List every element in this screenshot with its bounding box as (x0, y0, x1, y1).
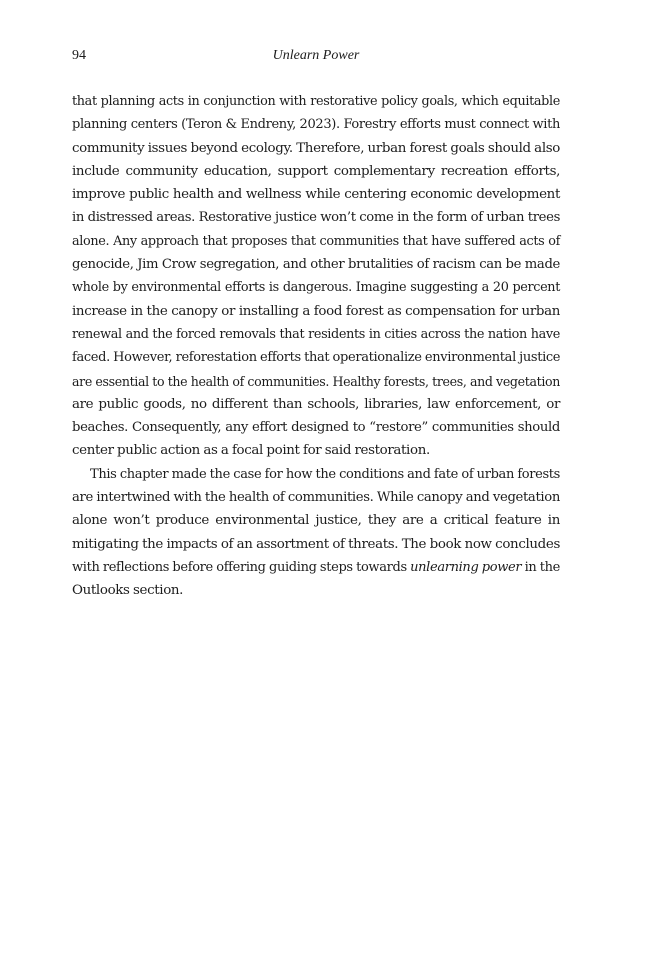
page-number: 94 (72, 48, 86, 63)
text-line (72, 556, 560, 579)
paragraph-1 (72, 90, 560, 463)
paragraph-2 (72, 463, 560, 603)
text-fragment: with reflections before offering guiding steps towards (72, 559, 407, 575)
text-fragment: in the (524, 559, 560, 575)
text-line: are essential to the health of communities. Healthy forests, trees, and vegetation (72, 373, 560, 389)
text-line: alone won’t produce environmental justice, they are a critical feature in (72, 513, 560, 529)
running-head (72, 46, 560, 66)
text-line: whole by environmental efforts is dangerous. Imagine suggesting a 20 percent (72, 280, 560, 296)
running-head-title: Unlearn Power (272, 48, 360, 63)
text-line: genocide, Jim Crow segregation, and other brutalities of racism can be made (72, 257, 560, 273)
text-line: in distressed areas. Restorative justice won’t come in the form of urban trees (72, 210, 560, 226)
text-line: beaches. Consequently, any effort designed to “restore” communities should (72, 420, 560, 436)
text-line: improve public health and wellness while centering economic development (72, 187, 560, 203)
text-line: faced. However, reforestation efforts that operationalize environmental justice (72, 350, 561, 366)
text-line: that planning acts in conjunction with restorative policy goals, which equitable (72, 94, 560, 109)
text-line: renewal and the forced removals that residents in cities across the nation have (72, 326, 560, 342)
text-line: are public goods, no different than schools, libraries, law enforcement, or (72, 396, 560, 412)
text-line: increase in the canopy or installing a food forest as compensation for urban (72, 303, 560, 319)
text-line: Outlooks section. (72, 583, 184, 599)
text-line: center public action as a focal point for said restoration. (72, 443, 430, 459)
text-line: planning centers (Teron & Endreny, 2023). Forestry efforts must connect with (72, 117, 560, 133)
text-line: alone. Any approach that proposes that communities that have suffered acts of (72, 233, 560, 249)
text-line: community issues beyond ecology. Therefore, urban forest goals should also (72, 140, 560, 156)
text-line: are intertwined with the health of communities. While canopy and vegetation (72, 490, 560, 506)
emphasized-text: unlearning power (410, 559, 522, 575)
text-line: include community education, support complementary recreation efforts, (72, 163, 560, 179)
text-line: This chapter made the case for how the conditions and fate of urban forests (90, 466, 560, 482)
body-text (72, 90, 560, 603)
text-line: mitigating the impacts of an assortment of threats. The book now concludes (72, 536, 560, 552)
